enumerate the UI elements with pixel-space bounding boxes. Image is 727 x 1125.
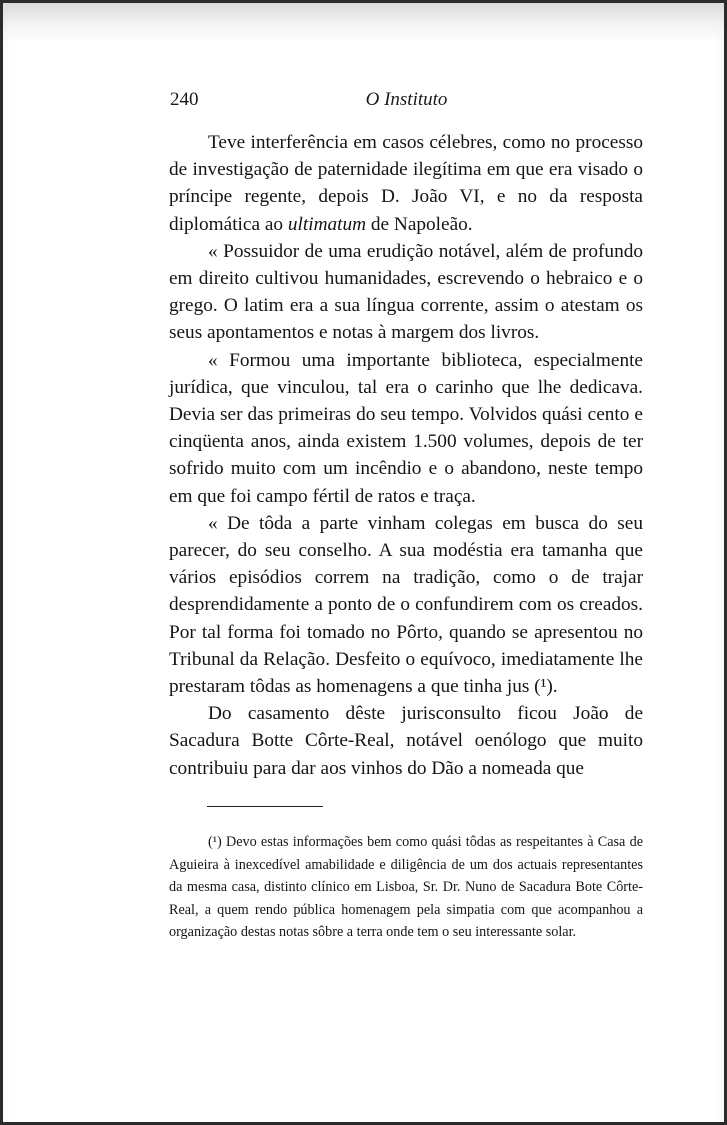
paragraph — [169, 129, 643, 238]
paragraph-text: de Napoleão. — [366, 213, 473, 235]
body-text — [169, 129, 643, 782]
running-title: O Instituto — [365, 89, 448, 110]
italic-term: ultimatum — [287, 213, 367, 235]
paragraph: « Possuidor de uma erudição notável, além de profundo em direito cultivou humanidades, escrevendo o hebraico e o grego. O latim era a sua língua corrente, assim o atestam os seus apontamentos e notas à margem dos livros. — [169, 240, 643, 344]
book-page — [3, 3, 724, 1122]
paragraph-text: Teve interferência em casos célebres, como no processo de investigação de paternidade ilegítima em que era visado o príncipe regente, depois D. João VI, e no da resposta diplomática ao — [169, 132, 643, 235]
paragraph: Do casamento dêste jurisconsulto ficou João de Sacadura Botte Côrte-Real, notável oenólogo que muito contribuiu para dar aos vinhos do Dão a nomeada que — [169, 703, 643, 779]
footnote: (¹) Devo estas informações bem como quási tôdas as respeitantes à Casa de Aguieira à inexcedível amabilidade e diligência de um dos actuais representantes da mesma casa, distinto clínico em Lisboa, Sr. Dr. Nuno de Sacadura Bote Côrte-Real, a quem rendo pública homenagem pela simpatia com que acompanhou a organização destas notas sôbre a terra onde tem o seu interessante solar. — [169, 834, 643, 941]
page-header — [170, 89, 643, 117]
page-number: 240 — [170, 89, 199, 110]
footnote-divider — [207, 806, 323, 808]
paragraph: « De tôda a parte vinham colegas em busca do seu parecer, do seu conselho. A sua modéstia era tamanha que vários episódios correm na tradição, como o de trajar desprendidamente a ponto de o confundirem com os creados. Por tal forma foi tomado no Pôrto, quando se apresentou no Tribunal da Relação. Desfeito o equívoco, imediatamente lhe prestaram tôdas as homenagens a que tinha jus (¹). — [169, 512, 643, 698]
paragraph: « Formou uma importante biblioteca, especialmente jurídica, que vinculou, tal era o carinho que lhe dedicava. Devia ser das primeiras do seu tempo. Volvidos quási cento e cinqüenta anos, ainda existem 1.500 volumes, depois de ter sofrido muito com um incêndio e o abandono, neste tempo em que foi campo fértil de ratos e traça. — [169, 349, 643, 507]
